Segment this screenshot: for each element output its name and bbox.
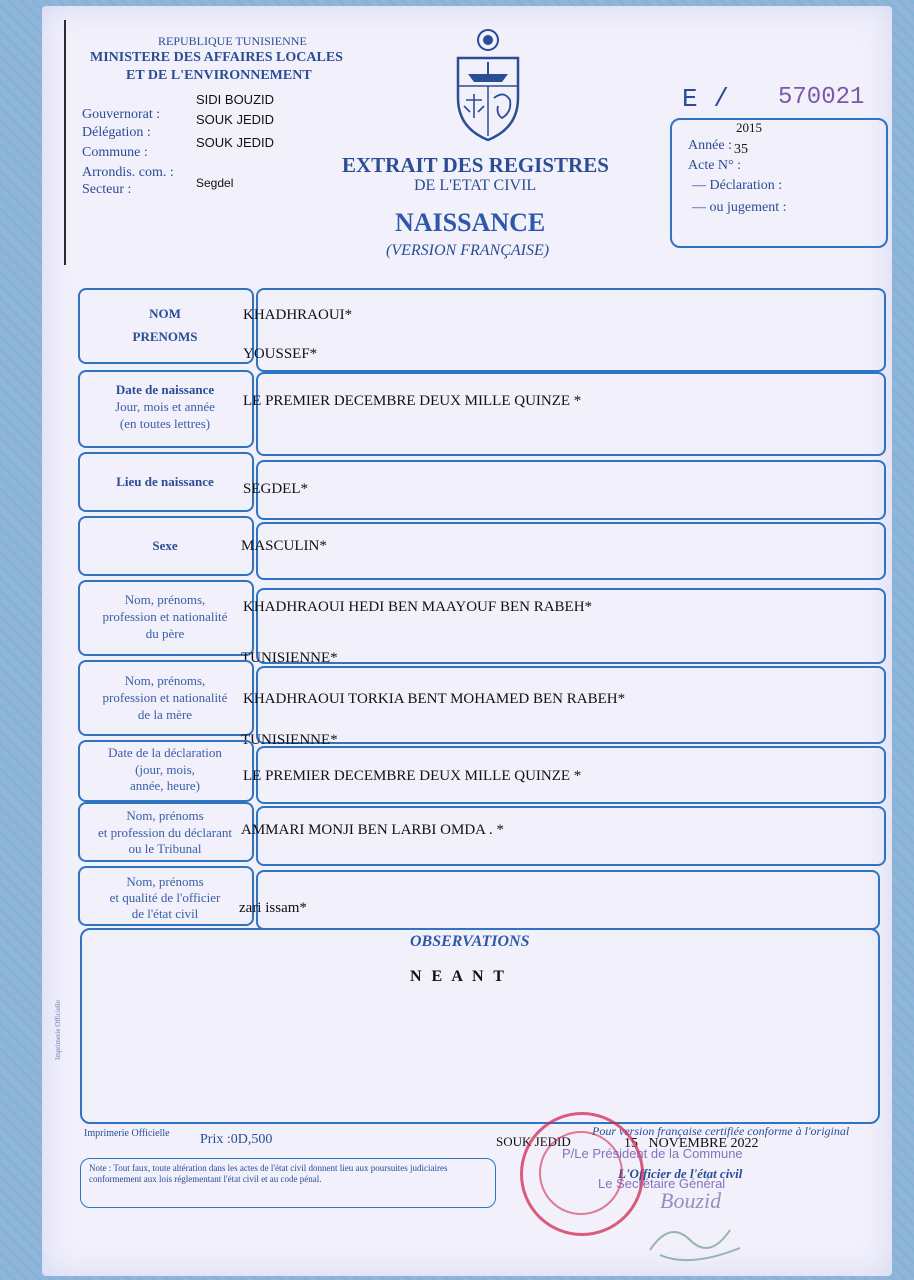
commune-value: SOUK JEDID [196, 135, 275, 150]
lieu-naissance-value: SEGDEL* [243, 481, 308, 497]
row-lieu-value-cell [256, 460, 886, 520]
officier-value: zari issam* [239, 900, 307, 916]
row-nom-label-1: NOM [149, 306, 181, 321]
declarant-value: AMMARI MONJI BEN LARBI OMDA . * [241, 822, 504, 838]
imprimerie-label: Imprimerie Officielle [84, 1128, 170, 1139]
row-sexe-label: Sexe [152, 538, 178, 553]
row-date-naissance-label-1: Date de naissance [115, 382, 215, 397]
reference-prefix: E / [682, 84, 729, 114]
row-officier-label-1: Nom, prénoms [126, 874, 204, 889]
observations-value: N E A N T [410, 968, 507, 985]
secteur-value: Segdel [196, 176, 234, 190]
nom-value: KHADHRAOUI* [243, 307, 353, 323]
annee-label: Année : [688, 138, 732, 153]
row-declaration-label-1: Date de la déclaration [108, 745, 222, 760]
pere-nationalite-value: TUNISIENNE* [241, 650, 338, 666]
ministry-line1: MINISTERE DES AFFAIRES LOCALES [90, 50, 343, 65]
observations-box [80, 928, 880, 1124]
row-pere-label-3: du père [145, 626, 185, 641]
date-naissance-value: LE PREMIER DECEMBRE DEUX MILLE QUINZE * [243, 393, 582, 409]
row-pere-label-2: profession et nationalité [102, 609, 228, 624]
gouvernorat-value: SIDI BOUZID [196, 92, 275, 107]
gouvernorat-label: Gouvernorat : [82, 107, 161, 122]
republic-label: REPUBLIQUE TUNISIENNE [158, 34, 307, 48]
row-sexe-value-cell [256, 522, 886, 580]
row-mere-label-3: de la mère [137, 707, 193, 722]
acte-value: 35 [734, 142, 748, 157]
pere-value: KHADHRAOUI HEDI BEN MAAYOUF BEN RABEH* [243, 599, 593, 615]
acte-label: Acte N° : [688, 158, 742, 173]
stamp-text-1: P/Le Président de la Commune [562, 1146, 743, 1161]
row-mere-label-2: profession et nationalité [102, 690, 228, 705]
arrondis-label: Arrondis. com. : [82, 165, 174, 180]
title-registres: EXTRAIT DES REGISTRES [342, 153, 609, 177]
delegation-label: Délégation : [82, 125, 151, 140]
delegation-value: SOUK JEDID [196, 112, 275, 127]
mere-value: KHADHRAOUI TORKIA BENT MOHAMED BEN RABEH* [243, 691, 626, 707]
secteur-label: Secteur : [82, 182, 132, 197]
jugement-label: — ou jugement : [692, 200, 787, 215]
row-nom-label-2: PRENOMS [132, 329, 198, 344]
signature: Bouzid [660, 1188, 722, 1213]
signature-stroke [640, 1200, 750, 1270]
official-stamp [520, 1112, 644, 1236]
row-nom-value-cell [256, 288, 886, 372]
row-declarant-label-3: ou le Tribunal [128, 841, 202, 856]
annee-value: 2015 [736, 120, 762, 135]
row-date-naissance-value-cell [256, 372, 886, 456]
reference-number: 570021 [778, 84, 865, 111]
row-nom-label-cell [78, 288, 254, 364]
title-naissance: NAISSANCE [395, 208, 546, 237]
title-etat-civil: DE L'ETAT CIVIL [414, 177, 537, 194]
row-declaration-label-3: année, heure) [129, 778, 200, 793]
row-mere-label-1: Nom, prénoms, [124, 673, 206, 688]
imprimerie-vertical-print: Imprimerie Officielle [54, 1000, 62, 1060]
margin-line [64, 20, 66, 265]
declaration-label: — Déclaration : [692, 178, 783, 193]
commune-label: Commune : [82, 145, 148, 160]
sexe-value: MASCULIN* [241, 538, 327, 554]
officer-label: L'Officier de l'état civil [618, 1166, 743, 1181]
row-declaration-label-2: (jour, mois, [135, 762, 195, 777]
prenom-value: YOUSSEF* [243, 346, 318, 362]
prix-label: Prix :0D,500 [200, 1132, 273, 1147]
title-version: (VERSION FRANÇAISE) [386, 242, 550, 259]
row-officier-value-cell [256, 870, 880, 930]
coat-of-arms-emblem [450, 28, 526, 144]
stamp-inner-ring [539, 1131, 623, 1215]
observations-title: OBSERVATIONS [410, 933, 530, 950]
row-declarant-label-1: Nom, prénoms [126, 808, 204, 823]
row-officier-label-2: et qualité de l'officier [109, 890, 221, 905]
declaration-date-value: LE PREMIER DECEMBRE DEUX MILLE QUINZE * [243, 768, 582, 784]
row-officier-label-3: de l'état civil [131, 906, 199, 921]
ministry-line2: ET DE L'ENVIRONNEMENT [126, 68, 312, 83]
row-date-naissance-label-3: (en toutes lettres) [119, 416, 211, 431]
place-label: SOUK JEDID [496, 1134, 571, 1149]
certified-label: Pour version française certifiée conforme à l'original [592, 1124, 850, 1138]
mere-nationalite-value: TUNISIENNE* [241, 732, 338, 748]
row-declarant-label-2: et profession du déclarant [98, 825, 232, 840]
stamp-text-2: Le Secrétaire Général [598, 1176, 726, 1191]
legal-note: Note : Tout faux, toute altération dans les actes de l'état civil donnent lieu aux poursuites judiciaires conformement aux lois réglementant l'état civil et au code pénal. [80, 1158, 496, 1208]
row-date-naissance-label-2: Jour, mois et année [115, 399, 215, 414]
row-lieu-label: Lieu de naissance [116, 474, 214, 489]
date-label: 15 NOVEMBRE 2022 [624, 1136, 759, 1151]
row-pere-label-1: Nom, prénoms, [124, 592, 206, 607]
